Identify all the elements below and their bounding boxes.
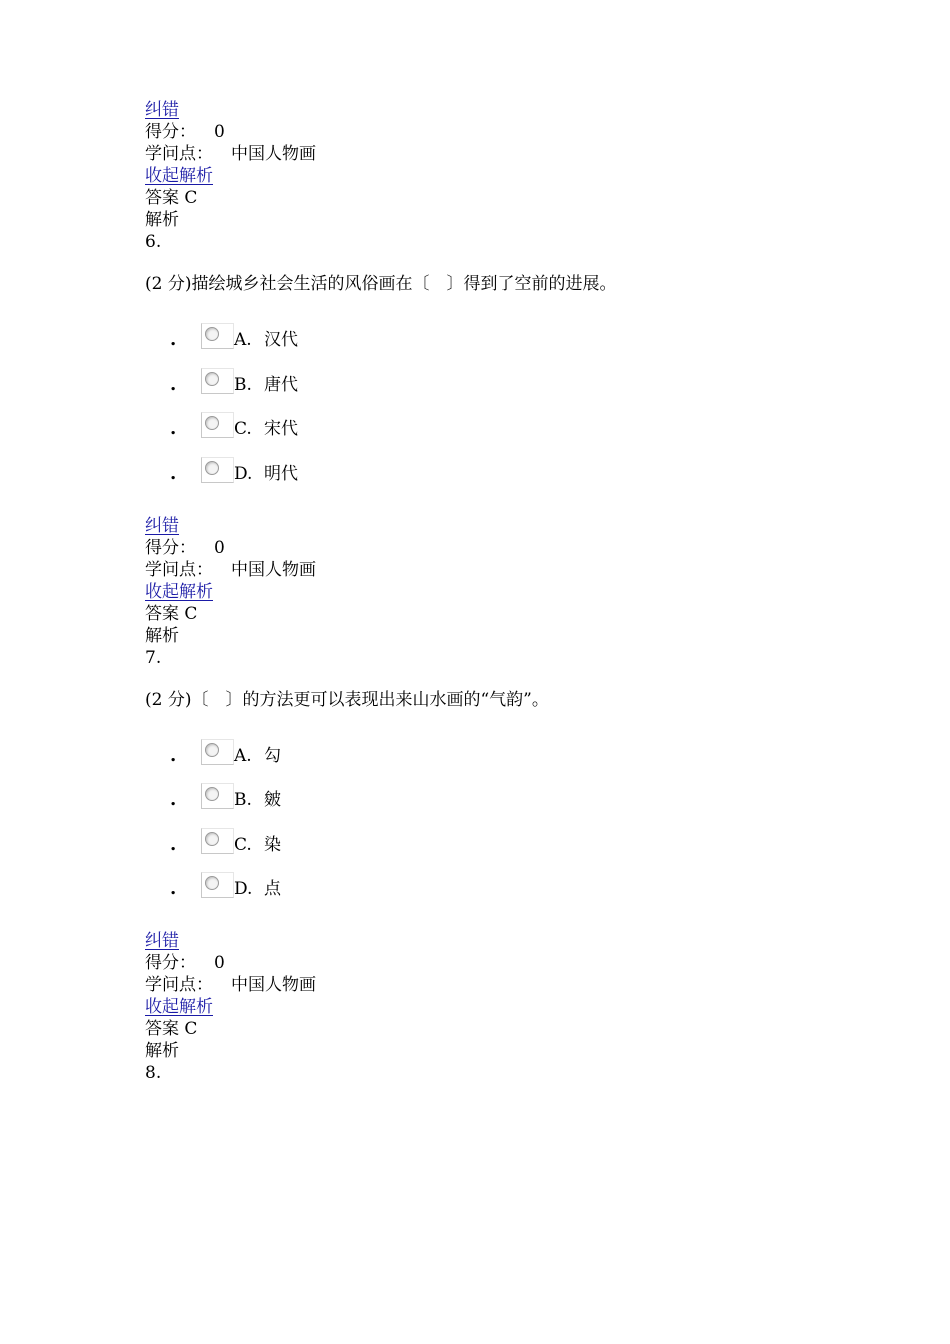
radio-button[interactable] xyxy=(201,368,234,394)
score-value: 0 xyxy=(214,538,225,558)
answer-text: 答案 C xyxy=(145,188,198,208)
radio-button[interactable] xyxy=(201,872,234,898)
analysis-label: 解析 xyxy=(145,626,179,646)
question-number: 7. xyxy=(145,648,162,668)
radio-button[interactable] xyxy=(201,783,234,809)
option-letter: A. xyxy=(234,330,252,350)
radio-button[interactable] xyxy=(201,739,234,765)
option-bullet: . xyxy=(170,418,177,439)
correct-error-link[interactable]: 纠错 xyxy=(145,516,179,536)
analysis-label: 解析 xyxy=(145,1041,179,1061)
option-letter: C. xyxy=(234,419,252,439)
knowledge-row xyxy=(145,143,316,165)
option-bullet: . xyxy=(170,463,177,484)
score-value: 0 xyxy=(214,953,225,973)
option-text: 皴 xyxy=(264,790,281,810)
option-bullet: . xyxy=(170,374,177,395)
option-text: 勾 xyxy=(264,746,281,766)
knowledge-label: 学问点： xyxy=(145,560,213,580)
score-row xyxy=(145,537,225,559)
correct-error-link[interactable]: 纠错 xyxy=(145,100,179,120)
collapse-analysis-link[interactable]: 收起解析 xyxy=(145,582,213,602)
option-text: 明代 xyxy=(264,464,298,484)
option-letter: D. xyxy=(234,879,253,899)
option-bullet: . xyxy=(170,789,177,810)
option-letter: A. xyxy=(234,746,252,766)
score-label: 得分： xyxy=(145,122,196,142)
knowledge-label: 学问点： xyxy=(145,144,213,164)
score-label: 得分： xyxy=(145,538,196,558)
score-row xyxy=(145,121,225,143)
option-text: 染 xyxy=(264,835,281,855)
analysis-label: 解析 xyxy=(145,210,179,230)
knowledge-row xyxy=(145,974,316,996)
option-letter: D. xyxy=(234,464,253,484)
radio-button[interactable] xyxy=(201,412,234,438)
option-letter: B. xyxy=(234,375,252,395)
score-row xyxy=(145,952,225,974)
option-letter: C. xyxy=(234,835,252,855)
answer-text: 答案 C xyxy=(145,1019,198,1039)
answer-text: 答案 C xyxy=(145,604,198,624)
radio-button[interactable] xyxy=(201,457,234,483)
knowledge-label: 学问点： xyxy=(145,975,213,995)
question-number: 6. xyxy=(145,232,162,252)
correct-error-link[interactable]: 纠错 xyxy=(145,931,179,951)
option-bullet: . xyxy=(170,745,177,766)
score-label: 得分： xyxy=(145,953,196,973)
collapse-analysis-link[interactable]: 收起解析 xyxy=(145,166,213,186)
knowledge-value: 中国人物画 xyxy=(231,144,316,164)
knowledge-value: 中国人物画 xyxy=(231,975,316,995)
question-text: (2 分)描绘城乡社会生活的风俗画在〔 〕得到了空前的进展。 xyxy=(145,274,617,294)
score-value: 0 xyxy=(214,122,225,142)
option-text: 点 xyxy=(264,879,281,899)
radio-button[interactable] xyxy=(201,323,234,349)
option-letter: B. xyxy=(234,790,252,810)
option-text: 宋代 xyxy=(264,419,298,439)
knowledge-value: 中国人物画 xyxy=(231,560,316,580)
knowledge-row xyxy=(145,559,316,581)
option-text: 汉代 xyxy=(264,330,298,350)
option-bullet: . xyxy=(170,878,177,899)
option-bullet: . xyxy=(170,834,177,855)
option-text: 唐代 xyxy=(264,375,298,395)
question-number: 8. xyxy=(145,1063,162,1083)
radio-button[interactable] xyxy=(201,828,234,854)
collapse-analysis-link[interactable]: 收起解析 xyxy=(145,997,213,1017)
option-bullet: . xyxy=(170,329,177,350)
question-text: (2 分)〔 〕的方法更可以表现出来山水画的“气韵”。 xyxy=(145,690,549,710)
